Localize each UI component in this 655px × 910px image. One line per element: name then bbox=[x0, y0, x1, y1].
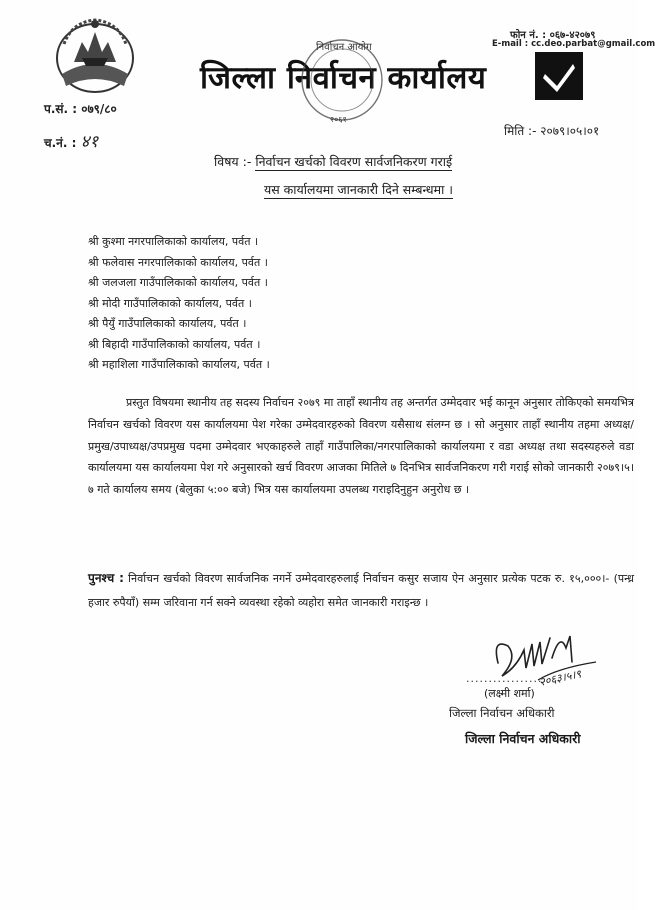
signatory-role: जिल्ला निर्वाचन अधिकारी bbox=[449, 706, 555, 720]
svg-text:२०६३।५।९: २०६३।५।९ bbox=[537, 667, 583, 689]
addressee-item: श्री कुश्मा नगरपालिकाको कार्यालय, पर्वत । bbox=[88, 235, 259, 248]
signatory-office: जिल्ला निर्वाचन अधिकारी bbox=[465, 731, 581, 746]
signature-line: .................. bbox=[466, 672, 547, 685]
phone-number: फोन नं. : ०६७-४२०७९ bbox=[510, 30, 596, 41]
addressee-item: श्री पैयुँ गाउँपालिकाको कार्यालय, पर्वत । bbox=[88, 317, 247, 330]
body-paragraph: प्रस्तुत विषयमा स्थानीय तह सदस्य निर्वाचन २०७९ मा ताहाँ स्थानीय तह अन्तर्गत उम्मेदवार भई कानून अनुसार तोकिएको समयभित्र निर्वाचन खर्चको विवरण यस कार्यालयमा पेश गरेका उम्मेदवारहरुको विवरण यसैसाथ संलग्न छ । सो अनुसार ताहाँ स्थानीय तहमा अध्यक्ष/प्रमुख/उपाध्यक्ष/उपप्रमुख पदमा उम्मेदवार भएकाहरुले ताहाँ गाउँपालिका/नगरपालिकाको कार्यालयमा र वडा अध्यक्ष तथा सदस्यहरुले वडा कार्यालयमा यस कार्यालयमा पेश गरे अनुसारको खर्च विवरण आजका मितिले ७ दिनभित्र सार्वजनिकरण गरी गराई सोको जानकारी २०७९।५।७ गते कार्यालय समय (बेलुका ५:०० बजे) भित्र यस कार्यालयमा उपलब्ध गराइदिनुहुन अनुरोध छ । bbox=[88, 396, 634, 497]
subject-label: विषय :- bbox=[214, 154, 252, 169]
addressee-item: श्री जलजला गाउँपालिकाको कार्यालय, पर्वत । bbox=[88, 276, 268, 289]
office-title: जिल्ला निर्वाचन कार्यालय bbox=[200, 60, 487, 96]
signatory-name: (लक्ष्मी शर्मा) bbox=[484, 687, 535, 700]
subject-line-2 bbox=[264, 181, 453, 198]
addressee-item: श्री मोदी गाउँपालिकाको कार्यालय, पर्वत । bbox=[88, 296, 252, 310]
subject-line-1 bbox=[214, 153, 452, 170]
subject-text-1: निर्वाचन खर्चको विवरण सार्वजनिकरण गराई bbox=[255, 154, 453, 169]
seal-year: २०६१ bbox=[330, 115, 347, 124]
election-commission-logo-icon bbox=[535, 52, 583, 100]
letter-date: मिति :- २०७९।०५।०१ bbox=[504, 124, 600, 138]
postscript-label: पुनश्च : bbox=[88, 571, 124, 585]
seal-arc-text: निर्वाचन आयोग bbox=[316, 42, 372, 53]
addressee-item: श्री महाशिला गाउँपालिकाको कार्यालय, पर्वत । bbox=[88, 358, 270, 371]
addressee-item: श्री बिहादी गाउँपालिकाको कार्यालय, पर्वत । bbox=[88, 337, 261, 351]
addressee-item: श्री फलेवास नगरपालिकाको कार्यालय, पर्वत । bbox=[88, 255, 268, 269]
nepal-emblem-icon bbox=[52, 14, 138, 94]
dispatch-number bbox=[44, 129, 98, 152]
addressee-list bbox=[88, 232, 270, 376]
postscript-text: निर्वाचन खर्चको विवरण सार्वजनिक नगर्ने उम्मेदवारहरुलाई निर्वाचन कसुर सजाय ऐन अनुसार प्रत्येक पटक रु. १५,०००।- (पन्ध्र हजार रुपैयाँ) सम्म जरिवाना गर्न सक्ने व्यवस्था रहेको व्यहोरा समेत जानकारी गराइन्छ । bbox=[88, 572, 634, 609]
email-address: E-mail : cc.deo.parbat@gmail.com bbox=[492, 39, 655, 49]
postscript-paragraph bbox=[88, 566, 634, 615]
dispatch-value: ४१ bbox=[80, 132, 99, 152]
subject-text-2: यस कार्यालयमा जानकारी दिने सम्बन्धमा । bbox=[264, 182, 454, 197]
dispatch-label: च.नं. : bbox=[44, 136, 77, 150]
reference-number: प.सं. : ०७९/८० bbox=[44, 102, 117, 116]
